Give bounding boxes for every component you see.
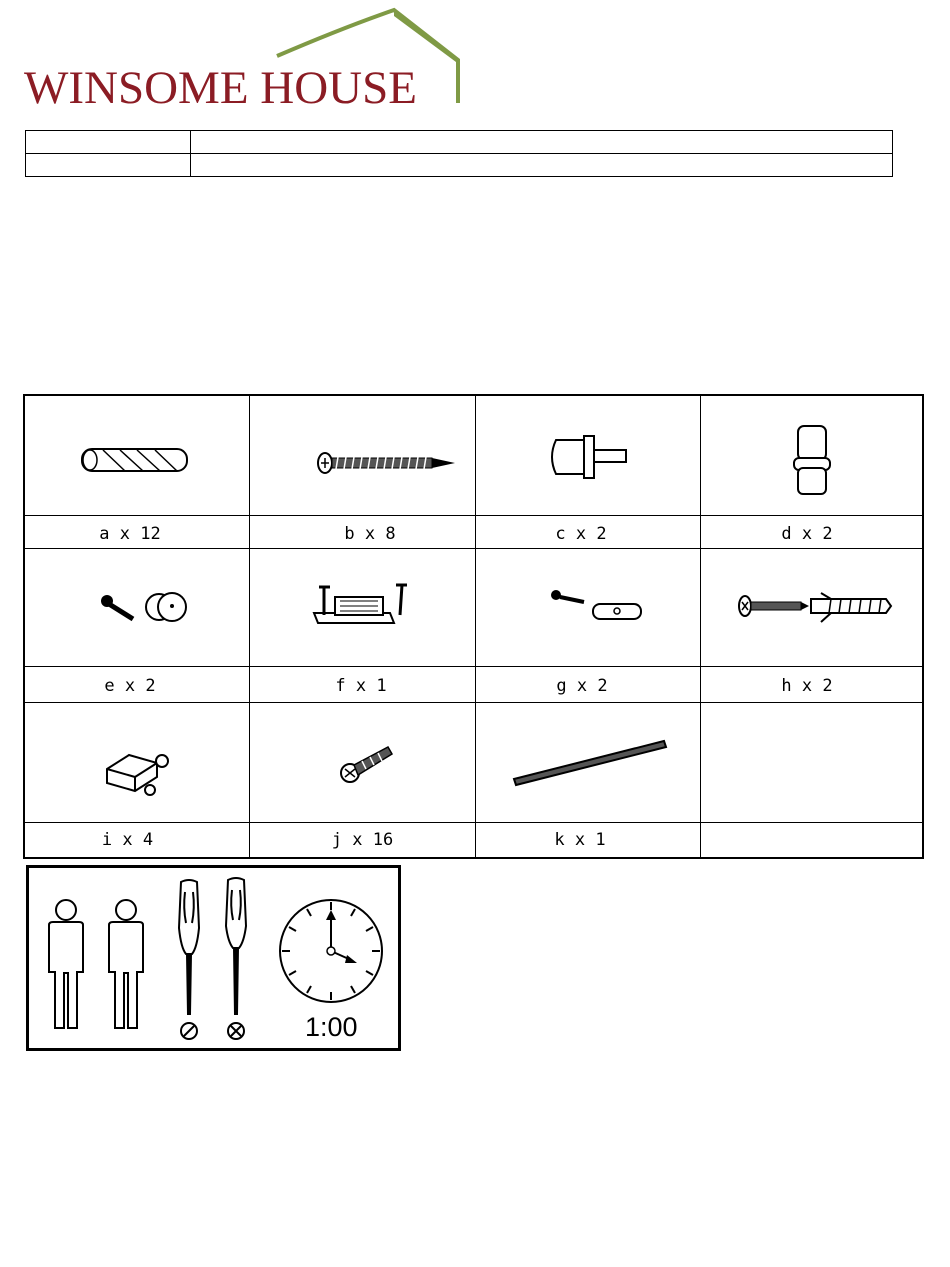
part-label: e x 2	[104, 676, 156, 696]
part-label-cell	[476, 667, 701, 703]
part-label-cell	[25, 667, 250, 703]
part-label-cell	[25, 823, 250, 857]
screw-plate-icon	[476, 549, 701, 667]
phillips-screwdriver-icon	[226, 878, 246, 1039]
part-image-cell	[476, 549, 701, 667]
dowel-icon	[25, 396, 250, 516]
table-cell	[191, 131, 893, 154]
part-image-cell	[25, 703, 250, 823]
part-label-cell	[701, 667, 922, 703]
brand-logo	[22, 6, 462, 114]
part-label: f x 1	[335, 676, 387, 696]
part-image-cell	[701, 549, 922, 667]
knob-screw-icon	[25, 549, 250, 667]
allen-key-icon	[476, 703, 701, 823]
part-label: b x 8	[344, 524, 396, 544]
table-row	[26, 131, 893, 154]
long-screw-icon	[250, 396, 476, 516]
cam-lock-icon	[25, 703, 250, 823]
part-label-cell	[701, 516, 922, 549]
clock-icon	[280, 900, 382, 1002]
part-image-cell	[25, 396, 250, 516]
assembly-time: 1:00	[305, 1012, 358, 1042]
parts-grid	[23, 394, 924, 859]
part-label-cell	[476, 516, 701, 549]
person-icon	[49, 900, 83, 1028]
part-label: g x 2	[556, 676, 608, 696]
brand-name: WINSOME HOUSE	[24, 62, 417, 114]
part-label: a x 12	[99, 524, 161, 544]
part-label: i x 4	[101, 830, 154, 850]
part-label-cell	[250, 823, 476, 857]
bracket-icon	[250, 549, 476, 667]
table-cell	[191, 154, 893, 177]
part-image-cell	[250, 703, 476, 823]
part-image-cell	[25, 549, 250, 667]
part-image-cell	[701, 703, 922, 823]
part-image-cell	[701, 396, 922, 516]
part-label-cell	[250, 516, 476, 549]
table-cell	[26, 154, 191, 177]
part-label-cell	[250, 667, 476, 703]
info-table	[25, 130, 893, 177]
flathead-screwdriver-icon	[179, 880, 199, 1039]
table-row	[26, 154, 893, 177]
shelf-pin-icon	[476, 396, 701, 516]
wall-anchor-screw-icon	[701, 549, 922, 667]
part-label: k x 1	[554, 830, 606, 850]
part-label-cell	[701, 823, 922, 857]
part-image-cell	[250, 396, 476, 516]
part-image-cell	[476, 396, 701, 516]
part-image-cell	[250, 549, 476, 667]
table-cell	[26, 131, 191, 154]
tools-required-box	[26, 865, 401, 1051]
knob-icon	[701, 396, 922, 516]
part-image-cell	[476, 703, 701, 823]
part-label: c x 2	[555, 524, 607, 544]
part-label: j x 16	[331, 830, 394, 850]
person-icon	[109, 900, 143, 1028]
short-screw-icon	[250, 703, 476, 823]
part-label: d x 2	[781, 524, 833, 544]
part-label: h x 2	[781, 676, 833, 696]
part-label-cell	[25, 516, 250, 549]
part-label-cell	[476, 823, 701, 857]
